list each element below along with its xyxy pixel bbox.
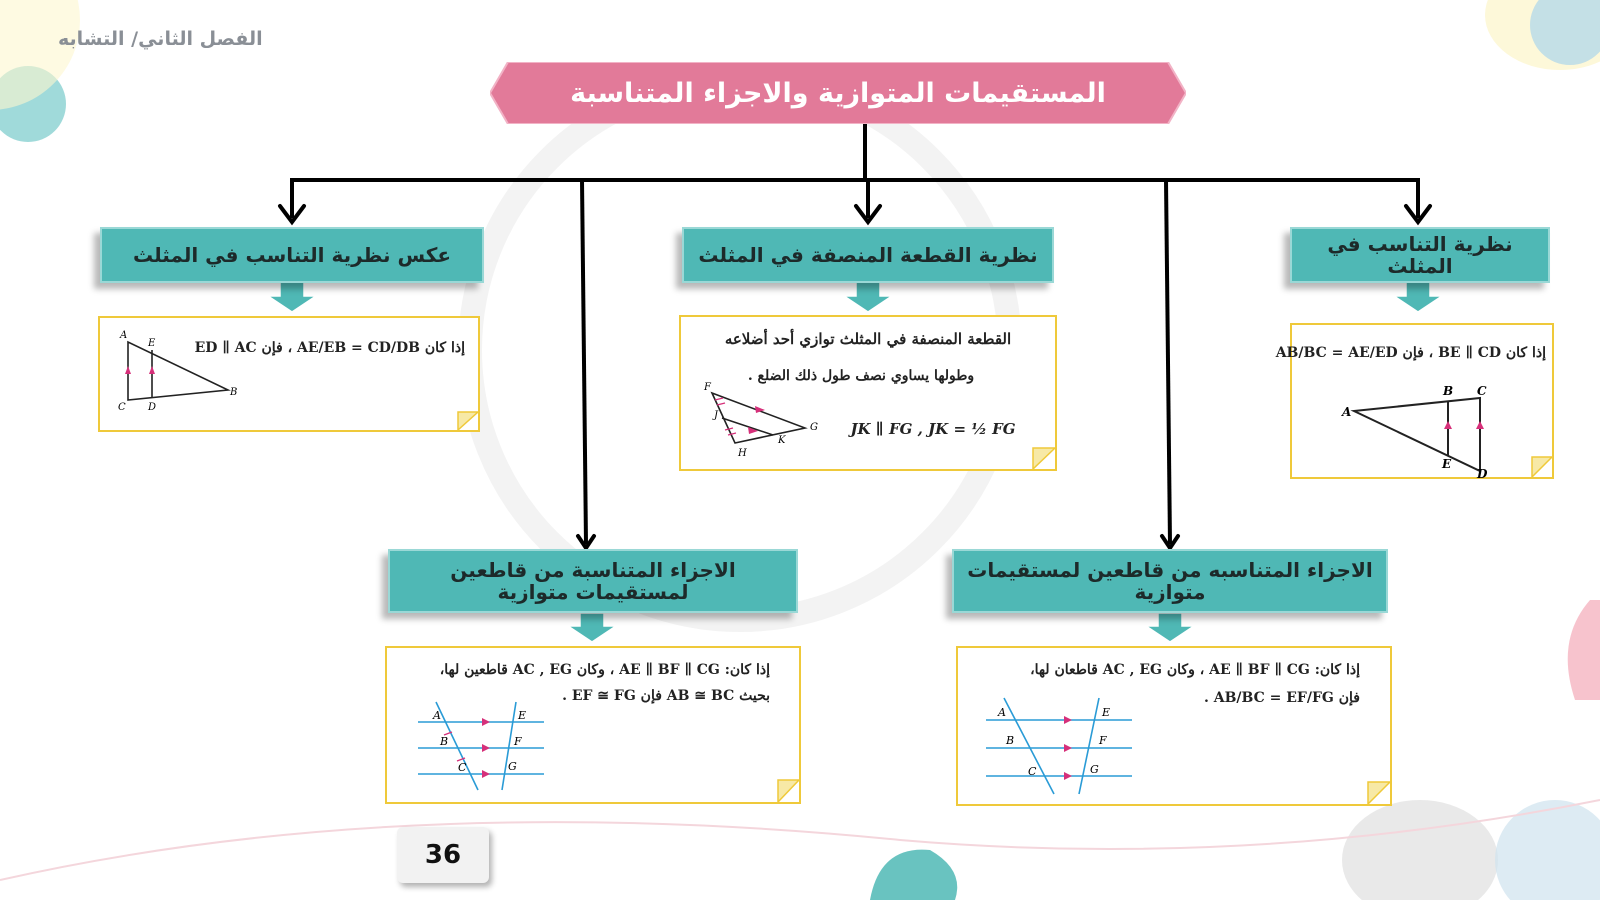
point-label-A: A [120,330,128,341]
point-label-E: E [518,709,527,722]
point-label-E: E [148,338,156,349]
point-label-F: F [1099,734,1107,747]
proportional-parts-line2: فإن AB/BC = EF/FG . [1203,690,1360,706]
point-label-K: K [778,435,786,446]
proportional-parts-line1: إذا كان: AE ∥ BF ∥ CG ، وكان AC , EG قاطعان لها، [1030,662,1360,678]
point-label-B: B [1006,734,1015,747]
point-label-E: E [1442,457,1452,471]
point-label-D: D [148,402,157,410]
point-label-A: A [1342,405,1352,419]
point-label-B: B [440,735,449,748]
point-label-J: J [714,410,719,421]
page-title: المستقيمات المتوازية والاجزاء المتناسبة [570,77,1106,109]
point-label-A: A [998,706,1006,719]
page-number: 36 [397,827,489,883]
point-label-C: C [458,761,467,774]
statement-triangle-proportionality: إذا كان BE ∥ CD ، فإن AB/BC = AE/ED [1275,345,1546,361]
congruent-parts-line2: بحيث AB ≅ BC فإن EF ≅ FG . [562,688,770,704]
heading-congruent-parts: الاجزاء المتناسبة من قاطعين لمستقيمات متوازية [388,549,798,613]
point-label-G: G [1090,763,1099,776]
midsegment-line1: القطعة المنصفة في المثلث توازي أحد أضلاعه [724,330,1012,348]
point-label-B: B [230,387,238,398]
point-label-G: G [508,760,517,773]
heading-triangle-proportionality: نظرية التناسب في المثلث [1290,227,1550,283]
point-label-G: G [810,422,818,433]
point-label-F: F [704,382,711,393]
chapter-label: الفصل الثاني/ التشابه [58,28,263,50]
point-label-C: C [1477,384,1487,398]
point-label-D: D [1477,467,1488,478]
point-label-C: C [1028,765,1037,778]
heading-midsegment: نظرية القطعة المنصفة في المثلث [682,227,1054,283]
point-label-A: A [433,709,441,722]
heading-converse: عكس نظرية التناسب في المثلث [100,227,484,283]
point-label-E: E [1102,706,1111,719]
point-label-C: C [118,402,126,410]
midsegment-formula: JK ∥ FG , JK = ½ FG [850,420,1016,438]
point-label-H: H [738,448,747,458]
heading-proportional-parts: الاجزاء المتناسبه من قاطعين لمستقيمات متوازية [952,549,1388,613]
statement-converse: إذا كان AE/EB = CD/DB ، فإن ED ∥ AC [194,340,465,356]
point-label-F: F [514,735,522,748]
congruent-parts-line1: إذا كان: AE ∥ BF ∥ CG ، وكان AC , EG قاطعين لها، [439,662,770,678]
point-label-B: B [1443,384,1454,398]
midsegment-line2: وطولها يساوي نصف طول ذلك الضلع . [747,368,975,384]
